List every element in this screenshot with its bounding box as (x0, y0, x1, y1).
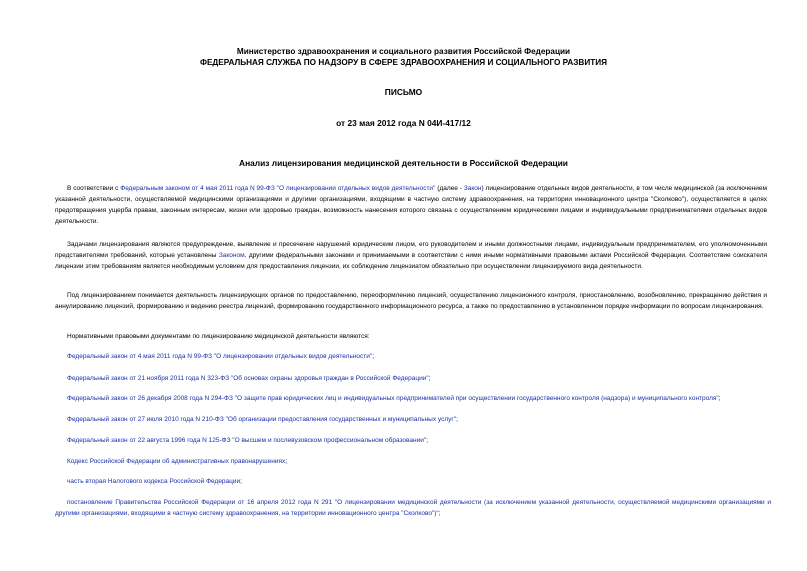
list-item-link[interactable]: Федеральный закон от 22 августа 1996 года N 125-ФЗ "О высшем и послевузовском профессиональном образовании" (67, 437, 427, 444)
list-item (55, 476, 771, 487)
list-item-tail: ; (426, 437, 428, 444)
paragraph-4: Нормативными правовыми документами по лицензированию медицинской деятельности являются: (67, 333, 370, 340)
list-item-link[interactable]: Федеральный закон от 4 мая 2011 года N 99-ФЗ "О лицензировании отдельных видов деятельности" (67, 353, 373, 360)
list-item-tail: ; (285, 458, 288, 465)
paragraph-2-text-start: Задачами лицензирования являются предупреждение, выявление и пресечение нарушений юридическим лицом, его руководителем и иными должностными лицами, индивидуальным предпринимателем, его уполномоченными представителями требований, которые установлены (55, 241, 767, 259)
law-99-fz-link[interactable]: Федеральным законом от 4 мая 2011 года N 99-ФЗ "О лицензировании отдельных видов деятельности" (120, 185, 436, 192)
document-type: ПИСЬМО (384, 87, 423, 97)
paragraph-2-text-end: , другими федеральными законами и принимаемыми в соответствии с ними иными нормативными правовыми актами Российской Федерации. Соответствие соискателя лицензии этим требованиям является необходимым условием для предоставления лицензии, их соблюдение лицензиатом обязательно при осуществлении лицензируемого вида деятельности. (55, 252, 768, 270)
list-item (55, 435, 771, 446)
law-link[interactable]: Закон (463, 185, 482, 192)
list-item-tail: ; (718, 395, 721, 402)
document-date-number: от 23 мая 2012 года N 04И-417/12 (336, 118, 471, 128)
paragraph-3: Под лицензированием понимается деятельность лицензирующих органов по предоставлению, переоформлению лицензий, осуществлению лицензионного контроля, приостановлению, возобновлению, прекращению действия и аннулированию лицензий, формированию и ведению реестра лицензий, формированию государственного информационного ресурса, а также по предоставлению в установленном порядке информации по вопросам лицензирования. (55, 292, 767, 310)
ministry-name: Министерство здравоохранения и социального развития Российской Федерации (236, 47, 571, 56)
list-item-link[interactable]: постановление Правительства Российской Федерации от 16 апреля 2012 года N 291 "О лицензировании медицинской деятельности (за исключением указанной деятельности, осуществляемой медицинскими организациями и другими организациями, входящими в частную систему здравоохранения, на территории инновационного центра "Сколково")" (55, 499, 771, 517)
list-item-tail: ; (456, 416, 458, 423)
paragraph-2 (55, 239, 767, 272)
list-item-link[interactable]: Кодекс Российской Федерации об административных правонарушениях (67, 458, 286, 465)
list-item-tail: ; (438, 510, 441, 517)
list-item-link[interactable]: часть вторая Налогового кодекса Российской Федерации (67, 478, 241, 485)
list-item-tail: ; (240, 478, 242, 485)
list-item (55, 393, 771, 404)
list-item (55, 414, 771, 425)
paragraph-1-text-mid: (далее - (435, 185, 464, 192)
list-item (55, 456, 771, 467)
service-name: ФЕДЕРАЛЬНАЯ СЛУЖБА ПО НАДЗОРУ В СФЕРЕ ЗДРАВООХРАНЕНИЯ И СОЦИАЛЬНОГО РАЗВИТИЯ (199, 58, 607, 67)
paragraph-1 (55, 183, 767, 227)
list-item (55, 497, 771, 519)
list-item (55, 351, 771, 362)
law-link-2[interactable]: Законом (218, 252, 245, 259)
paragraph-1-text-end: ) лицензирование отдельных видов деятельности, в том числе медицинской (за исключением указанной деятельности, осуществляемой медицинскими организациями и другими организациями, входящими в частную систему здравоохранения, на территории инновационного центра "Сколково"), осуществляется в целях предотвращения ущерба правам, законным интересам, жизни или здоровью граждан, возможность нанесения которого связана с осуществлением юридическими лицами и индивидуальными предпринимателями отдельных видов деятельности. (55, 185, 767, 225)
list-item-link[interactable]: Федеральный закон от 21 ноября 2011 года N 323-ФЗ "Об основах охраны здоровья граждан в Российской Федерации" (67, 375, 429, 382)
list-item-tail: ; (372, 353, 375, 360)
list-item (55, 373, 771, 384)
list-item-tail: ; (428, 375, 431, 382)
paragraph-1-text-start: В соответствии с (67, 185, 121, 192)
document-title: Анализ лицензирования медицинской деятельности в Российской Федерации (239, 158, 568, 168)
list-item-link[interactable]: Федеральный закон от 27 июля 2010 года N 210-ФЗ "Об организации предоставления государственных и муниципальных услуг" (67, 416, 457, 423)
list-item-link[interactable]: Федеральный закон от 26 декабря 2008 года N 294-ФЗ "О защите прав юридических лиц и индивидуальных предпринимателей при осуществлении государственного контроля (надзора) и муниципального контроля" (67, 395, 719, 402)
